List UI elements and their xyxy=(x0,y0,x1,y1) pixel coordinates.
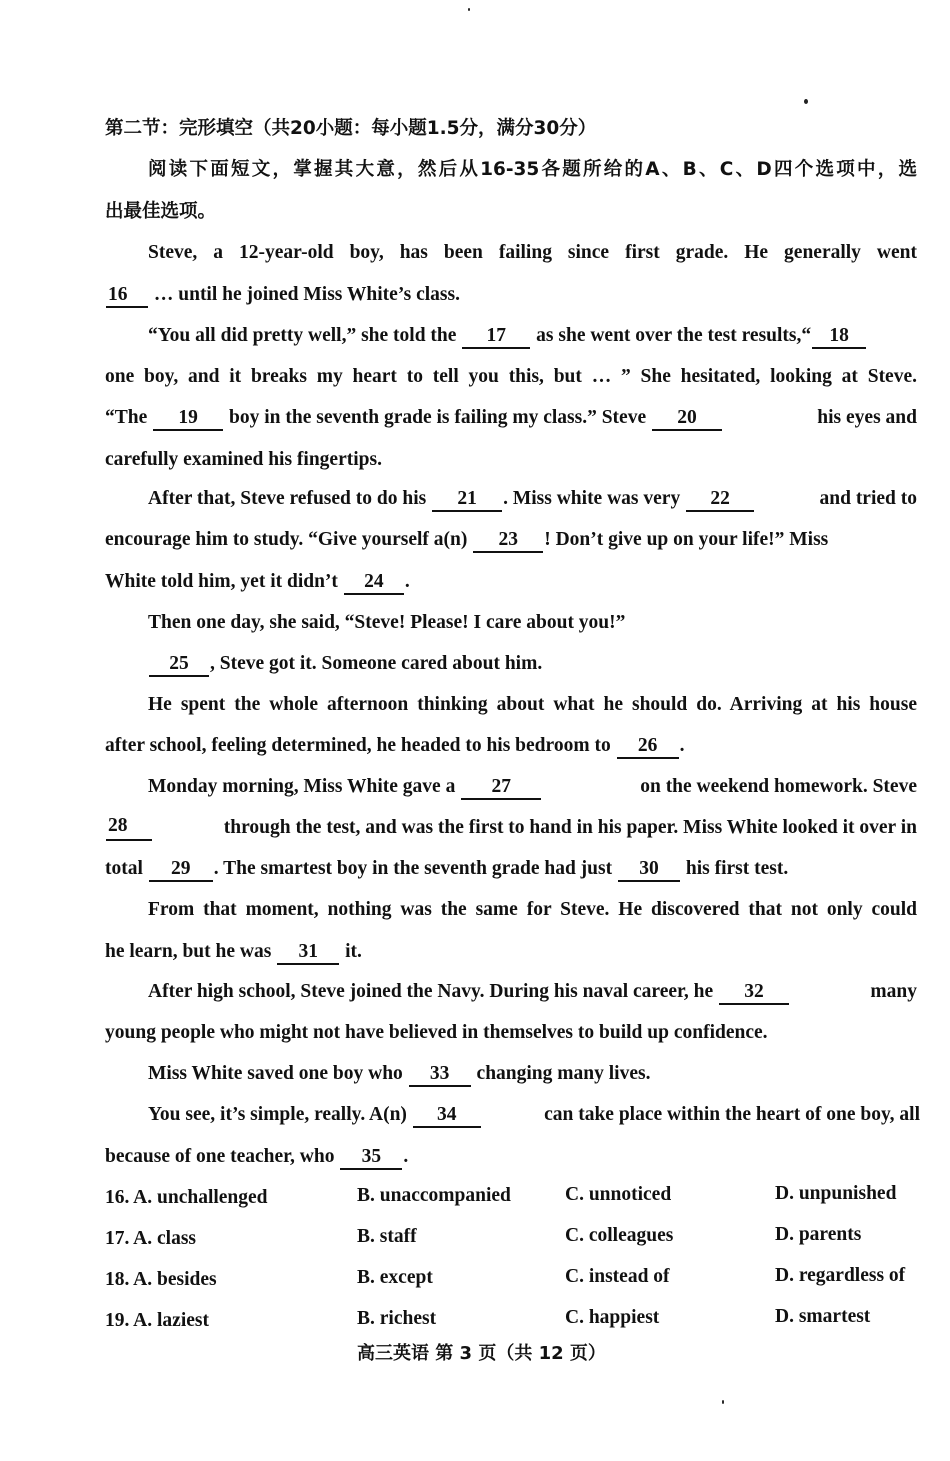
blank-28[interactable]: 28 xyxy=(106,815,152,841)
blank-19[interactable]: 19 xyxy=(153,407,223,431)
passage-text: After that, Steve refused to do his xyxy=(148,488,427,509)
passage-text: . The smartest boy in the seventh grade had just xyxy=(213,858,613,879)
passage-text: Miss White saved one boy who xyxy=(148,1063,403,1084)
passage-text: After high school, Steve joined the Navy. During his naval career, he xyxy=(148,981,714,1002)
blank-23[interactable]: 23 xyxy=(473,529,543,553)
blank-30[interactable]: 30 xyxy=(618,858,680,882)
passage-line: He spent the whole afternoon thinking about what he should do. Arriving at his house xyxy=(148,694,917,715)
passage-line: young people who might not have believed in themselves to build up confidence. xyxy=(105,1022,768,1043)
passage-line xyxy=(148,979,917,1005)
passage-text: . xyxy=(679,735,685,756)
passage-text: changing many lives. xyxy=(476,1063,651,1084)
instructions-line-2: 出最佳选项。 xyxy=(105,201,217,222)
passage-text: “You all did pretty well,” she told the xyxy=(148,325,457,346)
passage-line xyxy=(105,569,410,595)
passage-text: ! Don’t give up on your life!” Miss xyxy=(544,529,829,550)
passage-line xyxy=(148,651,542,677)
passage-line: Then one day, she said, “Steve! Please! I care about you!” xyxy=(148,612,626,633)
question-16-option-c[interactable]: C. unnoticed xyxy=(565,1184,672,1205)
passage-text: . Miss white was very xyxy=(503,488,681,509)
passage-line xyxy=(105,405,917,431)
blank-24[interactable]: 24 xyxy=(344,571,404,595)
passage-text: his eyes and xyxy=(817,407,917,428)
passage-line xyxy=(105,282,460,308)
question-19-option-c[interactable]: C. happiest xyxy=(565,1307,660,1328)
blank-18[interactable]: 18 xyxy=(812,325,866,349)
blank-22[interactable]: 22 xyxy=(686,488,754,512)
question-18-option-a[interactable]: 18. A. besides xyxy=(105,1269,217,1290)
passage-text: as she went over the test results,“ xyxy=(536,325,812,346)
passage-line xyxy=(148,323,867,349)
passage-text: Monday morning, Miss White gave a xyxy=(148,776,456,797)
blank-32[interactable]: 32 xyxy=(719,981,789,1005)
passage-line xyxy=(148,1102,920,1128)
passage-line: carefully examined his fingertips. xyxy=(105,449,382,470)
passage-text: , Steve got it. Someone cared about him. xyxy=(210,653,543,674)
passage-text: “The xyxy=(105,407,148,428)
question-17-option-d[interactable]: D. parents xyxy=(775,1224,862,1245)
scan-speck xyxy=(722,1400,724,1404)
passage-text: boy in the seventh grade is failing my class.” Steve xyxy=(229,407,647,428)
passage-text: through the test, and was the first to hand in his paper. Miss White looked it over in xyxy=(223,817,917,838)
passage-line xyxy=(105,815,917,841)
passage-text: many xyxy=(870,981,917,1002)
passage-line xyxy=(105,1144,408,1170)
question-17-option-c[interactable]: C. colleagues xyxy=(565,1225,674,1246)
blank-31[interactable]: 31 xyxy=(277,941,339,965)
passage-line: Steve, a 12-year-old boy, has been failing since first grade. He generally went xyxy=(148,242,917,263)
blank-25[interactable]: 25 xyxy=(149,653,209,677)
blank-16[interactable]: 16 xyxy=(106,284,148,308)
blank-35[interactable]: 35 xyxy=(340,1146,402,1170)
passage-line: one boy, and it breaks my heart to tell you this, but … ” She hesitated, looking at Steve. xyxy=(105,366,917,387)
passage-text: it. xyxy=(345,941,362,962)
scan-speck xyxy=(468,8,470,11)
question-16-option-b[interactable]: B. unaccompanied xyxy=(357,1185,511,1206)
instructions-line-1: 阅读下面短文，掌握其大意，然后从16-35各题所给的A、B、C、D四个选项中，选 xyxy=(148,159,917,180)
blank-17[interactable]: 17 xyxy=(462,325,530,349)
passage-text: because of one teacher, who xyxy=(105,1146,335,1167)
passage-line xyxy=(105,856,788,882)
question-18-option-d[interactable]: D. regardless of xyxy=(775,1265,906,1286)
blank-26[interactable]: 26 xyxy=(617,735,679,759)
passage-text: . xyxy=(403,1146,409,1167)
passage-line xyxy=(105,527,917,553)
passage-text: after school, feeling determined, he headed to his bedroom to xyxy=(105,735,611,756)
scan-speck xyxy=(804,99,808,104)
passage-line xyxy=(105,939,362,965)
passage-text: White told him, yet it didn’t xyxy=(105,571,338,592)
passage-line: From that moment, nothing was the same for Steve. He discovered that not only could xyxy=(148,899,917,920)
passage-text: encourage him to study. “Give yourself a(n) xyxy=(105,529,468,550)
question-19-option-a[interactable]: 19. A. laziest xyxy=(105,1310,209,1331)
passage-line xyxy=(148,1061,650,1087)
blank-33[interactable]: 33 xyxy=(409,1063,471,1087)
blank-34[interactable]: 34 xyxy=(413,1104,481,1128)
question-16-option-d[interactable]: D. unpunished xyxy=(775,1183,897,1204)
blank-20[interactable]: 20 xyxy=(652,407,722,431)
section-title: 第二节：完形填空（共20小题：每小题1.5分，满分30分） xyxy=(105,118,597,139)
question-19-option-b[interactable]: B. richest xyxy=(357,1308,437,1329)
question-19-option-d[interactable]: D. smartest xyxy=(775,1306,871,1327)
passage-text: . xyxy=(404,571,410,592)
blank-21[interactable]: 21 xyxy=(432,488,502,512)
question-16-option-a[interactable]: 16. A. unchallenged xyxy=(105,1187,268,1208)
question-18-option-c[interactable]: C. instead of xyxy=(565,1266,670,1287)
passage-text: You see, it’s simple, really. A(n) xyxy=(148,1104,407,1125)
question-18-option-b[interactable]: B. except xyxy=(357,1267,433,1288)
passage-text: on the weekend homework. Steve xyxy=(640,776,917,797)
passage-text: … until he joined Miss White’s class. xyxy=(153,284,460,305)
passage-line xyxy=(148,774,917,800)
blank-29[interactable]: 29 xyxy=(149,858,213,882)
question-17-option-b[interactable]: B. staff xyxy=(357,1226,417,1247)
passage-text: he learn, but he was xyxy=(105,941,272,962)
blank-27[interactable]: 27 xyxy=(461,776,541,800)
passage-text: and tried to xyxy=(819,488,917,509)
page-footer: 高三英语 第 3 页（共 12 页） xyxy=(357,1343,606,1364)
passage-text: can take place within the heart of one boy, all xyxy=(544,1104,920,1125)
passage-line xyxy=(148,486,917,512)
passage-line xyxy=(105,733,684,759)
passage-text: total xyxy=(105,858,143,879)
passage-text: his first test. xyxy=(685,858,789,879)
question-17-option-a[interactable]: 17. A. class xyxy=(105,1228,197,1249)
